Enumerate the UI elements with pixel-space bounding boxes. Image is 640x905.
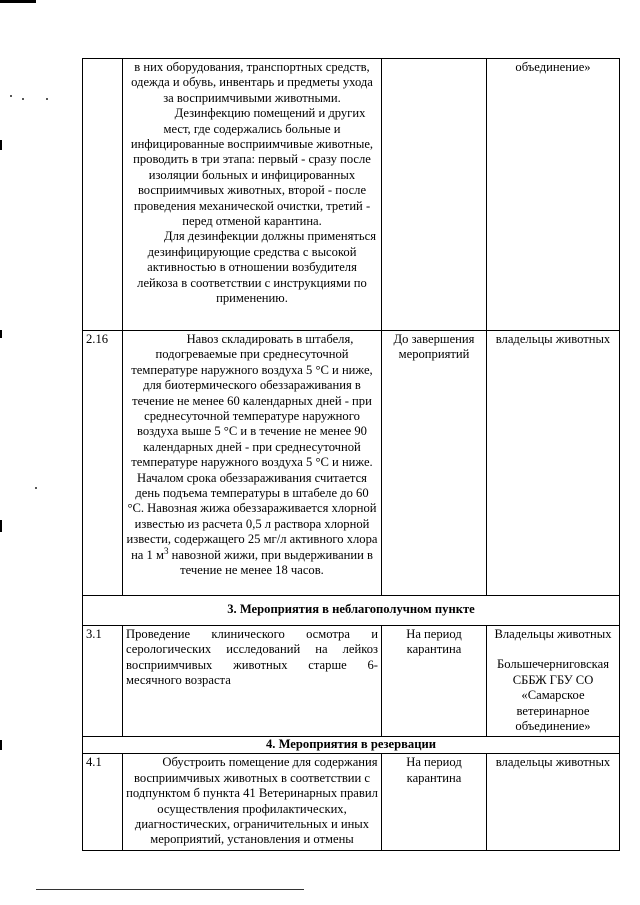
measure-cell: Проведение клинического осмотра и серологических исследований на лейкоз восприимчивых животных старше 6-месячного возраста [123,626,382,737]
responsible-text: Владельцы животных [494,627,612,641]
measure-text: навозной жижи, при выдерживании в течение не менее 18 часов. [168,547,373,578]
scan-edge-mark [0,140,2,150]
measure-text: Навоз складировать в штабеля, подогреваемые при среднесуточной температуре наружного воздуха 5 °С и ниже, для биотермического обеззараживания в течение не менее 60 календарных дней - при среднесуточной температуре наружного воздуха выше 5 °С и в течение не менее 90 календарных дней - при среднесуточной температуре наружного воздуха 5 °С и ниже. Началом срока обеззараживания считается день подъема температуры в штабеле до 60 °С. Навозная жижа обеззараживается хлорной известью из расчета 0,5 л раствора хлорной извести, содержащего 25 мг/л активного хлора на 1 м [126,332,378,562]
term-cell: До завершения мероприятий [382,331,487,596]
term-cell: На период карантина [382,754,487,850]
table-row [83,59,620,331]
responsible-cell [487,626,620,737]
measures-table [82,58,620,851]
row-number-cell: 4.1 [83,754,123,850]
scan-edge-mark [0,740,2,750]
section-title: 4. Мероприятия в резервации [83,737,620,754]
row-number-cell: 2.16 [83,331,123,596]
responsible-cell: объединение» [487,59,620,331]
table-row [83,626,620,737]
responsible-cell: владельцы животных [487,754,620,850]
scan-dot [35,487,37,489]
row-number-cell [83,59,123,331]
section-header-row [83,737,620,754]
scan-dot [46,98,48,100]
row-number-cell: 3.1 [83,626,123,737]
measure-paragraph: в них оборудования, транспортных средств, одежда и обувь, инвентарь и предметы ухода за восприимчивыми животными. [131,60,373,105]
section-header-row [83,596,620,626]
responsible-text: Большечерниговская СББЖ ГБУ СО «Самарское ветеринарное объединение» [497,657,609,734]
measure-paragraph: Для дезинфекции должны применяться дезинфицирующие средства с высокой активностью в отношении возбудителя лейкоза в соответствии с инструкциями по применению. [137,229,377,306]
term-cell: На период карантина [382,626,487,737]
measure-paragraph: Дезинфекцию помещений и других мест, где содержались больные и инфицированные восприимчивые животные, проводить в три этапа: первый - сразу после изоляции больных и инфицированных восприимчивых животных, второй - после проведения механической очистки, третий - перед отменой карантина. [130,106,374,229]
scan-dot [10,95,12,97]
table-row [83,754,620,850]
scan-dot [22,98,24,100]
measure-cell [123,331,382,596]
scan-edge-mark [0,330,2,338]
scan-bottom-line [36,889,304,890]
measure-cell [123,59,382,331]
term-cell [382,59,487,331]
scan-edge-mark [0,0,36,3]
responsible-cell: владельцы животных [487,331,620,596]
measure-paragraph: Обустроить помещение для содержания восприимчивых животных в соответствии с подпунктом б пункта 41 Ветеринарных правил осуществления профилактических, диагностических, ограничительных и иных мероприятий, установления и отмены [126,755,378,847]
table-row [83,331,620,596]
scan-edge-mark [0,520,2,532]
section-title: 3. Мероприятия в неблагополучном пункте [83,596,620,626]
measure-paragraph [126,332,378,579]
spacer [490,642,616,657]
measure-cell [123,754,382,850]
superscript-text: 3 [163,545,169,556]
